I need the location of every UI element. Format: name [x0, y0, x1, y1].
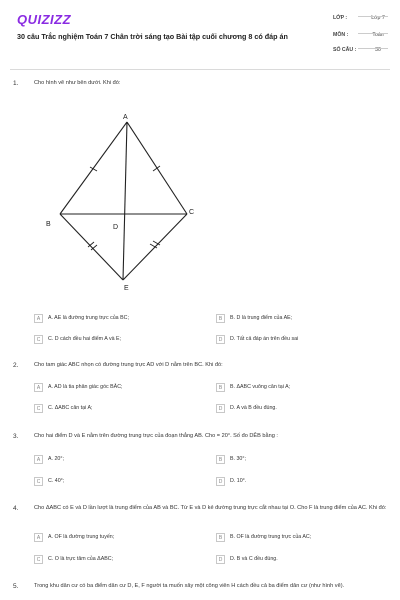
- q2-option-b[interactable]: [216, 383, 376, 395]
- q2-option-a[interactable]: [34, 383, 194, 395]
- option-text: D. 10°.: [230, 478, 247, 484]
- q4-option-d[interactable]: [216, 555, 376, 567]
- meta-subject-value: Toán: [372, 32, 384, 38]
- question-5-number: 5.: [13, 583, 19, 590]
- option-text: C. O là trực tâm của ΔABC;: [48, 556, 114, 562]
- question-2-number: 2.: [13, 362, 19, 369]
- question-1-text: Cho hình vẽ như bên dưới. Khi đó:: [34, 80, 121, 86]
- option-text: D. Tất cả đáp án trên đều sai: [230, 336, 299, 342]
- question-4-number: 4.: [13, 505, 19, 512]
- question-3-number: 3.: [13, 433, 19, 440]
- question-5-text: Trong khu dân cư có ba điểm dân cư D, E, F người ta muốn xây một công viên H cách đều cả ba điểm dân cư (như hình vẽ).: [34, 583, 345, 589]
- question-1-number: 1.: [13, 80, 19, 87]
- option-text: B. 30°;: [230, 456, 246, 462]
- q4-option-c[interactable]: [34, 555, 194, 567]
- option-badge: A: [34, 533, 43, 542]
- vertex-label-a: A: [123, 114, 128, 121]
- option-text: C. 40°;: [48, 478, 65, 484]
- option-text: B. ΔABC vuông cân tại A;: [230, 384, 291, 390]
- document-title: 30 câu Trắc nghiệm Toán 7 Chân trời sáng tạo Bài tập cuối chương 8 có đáp án: [17, 32, 288, 41]
- option-badge: D: [216, 335, 225, 344]
- option-badge: C: [34, 335, 43, 344]
- q4-option-a[interactable]: [34, 533, 194, 545]
- vertex-label-d: D: [113, 224, 119, 231]
- option-badge: A: [34, 455, 43, 464]
- vertex-label-b: B: [46, 221, 51, 228]
- q3-option-a[interactable]: [34, 455, 194, 467]
- meta-grade-label: LỚP :: [333, 15, 348, 21]
- q1-option-c[interactable]: [34, 335, 194, 347]
- kite-figure: [40, 108, 220, 298]
- option-badge: B: [216, 455, 225, 464]
- question-3-text: Cho hai điểm D và E nằm trên đường trung trực của đoạn thẳng AB. Cho = 20°. Số đo DÊB bằng :: [34, 433, 278, 439]
- option-text: B. OF là đường trung trực của AC;: [230, 534, 312, 540]
- q1-option-b[interactable]: [216, 314, 376, 326]
- q2-option-c[interactable]: [34, 404, 194, 416]
- meta-subject-label: MÔN :: [333, 32, 349, 38]
- option-badge: D: [216, 477, 225, 486]
- option-badge: D: [216, 555, 225, 564]
- option-badge: A: [34, 383, 43, 392]
- meta-count-value: 30: [375, 47, 381, 53]
- option-badge: C: [34, 555, 43, 564]
- option-text: D. A và B đều đúng.: [230, 405, 277, 411]
- option-badge: D: [216, 404, 225, 413]
- vertex-label-c: C: [189, 209, 195, 216]
- option-badge: B: [216, 383, 225, 392]
- q3-option-d[interactable]: [216, 477, 376, 489]
- option-badge: B: [216, 533, 225, 542]
- question-4-text: Cho ΔABC có E và D lần lượt là trung điểm của AB và BC. Từ E và D kẻ đường trung trực cắt nhau tại O. Cho F là trung điểm của AC. Khi đó:: [34, 505, 387, 511]
- option-text: C. ΔABC cân tại A;: [48, 405, 93, 411]
- option-text: A. AD là tia phân giác góc BÂC;: [48, 384, 123, 390]
- option-text: A. OF là đường trung tuyến;: [48, 534, 115, 540]
- q1-option-d[interactable]: [216, 335, 376, 347]
- segment-ab: [60, 122, 127, 214]
- q4-option-b[interactable]: [216, 533, 376, 545]
- q3-option-b[interactable]: [216, 455, 376, 467]
- option-text: D. B và C đều đúng.: [230, 556, 278, 562]
- option-text: C. D cách đều hai điểm A và E;: [48, 336, 122, 342]
- option-badge: C: [34, 477, 43, 486]
- vertex-label-e: E: [124, 285, 129, 292]
- segment-ae: [123, 122, 127, 280]
- option-text: B. D là trung điểm của AE;: [230, 315, 293, 321]
- q2-option-d[interactable]: [216, 404, 376, 416]
- option-badge: B: [216, 314, 225, 323]
- option-text: A. 20°;: [48, 456, 64, 462]
- document-header: [0, 0, 400, 70]
- question-2-text: Cho tam giác ABC nhọn có đường trung trực AD với D nằm trên BC. Khi đó:: [34, 362, 223, 368]
- option-badge: C: [34, 404, 43, 413]
- meta-grade-value: Lớp 7: [371, 15, 385, 21]
- option-text: A. AE là đường trung trực của BC;: [48, 315, 129, 321]
- q1-option-a[interactable]: [34, 314, 194, 326]
- header-divider: [10, 69, 390, 70]
- q3-option-c[interactable]: [34, 477, 194, 489]
- option-badge: A: [34, 314, 43, 323]
- meta-count-label: SỐ CÂU :: [333, 47, 357, 53]
- quizizz-logo: QUIZIZZ: [17, 12, 72, 27]
